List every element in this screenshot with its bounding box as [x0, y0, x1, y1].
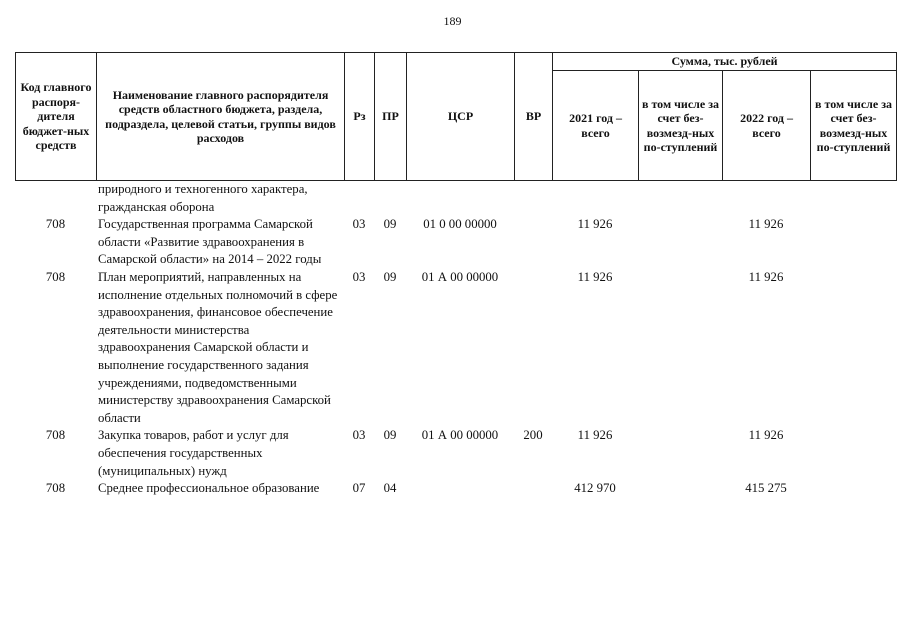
cell-incl2: [810, 269, 896, 427]
cell-vr: [514, 269, 552, 427]
cell-name: природного и техногенного характера, гражданская оборона: [98, 182, 308, 214]
header-csr: ЦСР: [407, 53, 515, 181]
cell-y2022: 11 926: [748, 269, 784, 284]
header-2022-total: 2022 год – всего: [723, 71, 811, 181]
cell-pr: 04: [383, 481, 397, 496]
table-row: [15, 269, 896, 427]
cell-rz: 03: [352, 428, 366, 443]
cell-incl2: [810, 427, 896, 480]
cell-incl1: [638, 181, 722, 216]
table-row: [15, 427, 896, 480]
cell-incl1: [638, 427, 722, 480]
header-2022-grants: в том числе за счет без-возмезд-ных по-ступлений: [811, 71, 897, 181]
cell-incl2: [810, 216, 896, 269]
cell-y2022: 415 275: [745, 481, 787, 496]
cell-rz: 03: [352, 269, 366, 284]
cell-incl1: [638, 480, 722, 498]
cell-csr: 01 А 00 00000: [421, 269, 499, 284]
cell-csr: [406, 480, 514, 498]
cell-code: [15, 181, 96, 216]
table-row: [15, 181, 896, 216]
header-sum: Сумма, тыс. рублей: [553, 53, 897, 71]
cell-name: План мероприятий, направленных на исполнение отдельных полномочий в сфере здравоохранения, финансовое обеспечение деятельности министерства здравоохранения Самарской области и выполнение государственного задания учреждениями, подведомственными министерству здравоохранения Самарской области: [98, 269, 338, 425]
cell-code: 708: [45, 269, 66, 284]
cell-pr: [374, 181, 406, 216]
cell-vr: [514, 216, 552, 269]
cell-vr: [514, 181, 552, 216]
cell-y2021: 11 926: [577, 428, 613, 443]
cell-name: Государственная программа Самарской области «Развитие здравоохранения в Самарской области» на 2014 – 2022 годы: [98, 217, 322, 267]
cell-csr: 01 0 00 00000: [423, 217, 497, 232]
header-code: Код главного распоря-дителя бюджет-ных средств: [16, 53, 97, 181]
cell-pr: 09: [383, 217, 397, 232]
table-header: [15, 52, 897, 181]
header-rz: Рз: [345, 53, 375, 181]
cell-y2021: 11 926: [577, 217, 613, 232]
cell-incl1: [638, 216, 722, 269]
table-body: [15, 181, 896, 498]
page-number: 189: [443, 14, 462, 28]
cell-incl2: [810, 480, 896, 498]
cell-incl1: [638, 269, 722, 427]
header-vr: ВР: [515, 53, 553, 181]
cell-rz: [344, 181, 374, 216]
cell-y2022: [722, 181, 810, 216]
cell-y2022: 11 926: [748, 428, 784, 443]
cell-csr: [406, 181, 514, 216]
header-name: Наименование главного распорядителя средств областного бюджета, раздела, подраздела, целевой статьи, группы видов расходов: [97, 53, 345, 181]
cell-incl2: [810, 181, 896, 216]
cell-vr: [514, 480, 552, 498]
header-pr: ПР: [375, 53, 407, 181]
cell-pr: 09: [383, 428, 397, 443]
cell-rz: 03: [352, 217, 366, 232]
cell-code: 708: [45, 428, 66, 443]
cell-y2021: 11 926: [577, 269, 613, 284]
header-2021-grants: в том числе за счет без-возмезд-ных по-ступлений: [639, 71, 723, 181]
table-row: [15, 480, 896, 498]
cell-vr: 200: [523, 428, 543, 443]
cell-y2021: 412 970: [574, 481, 616, 496]
header-2021-total: 2021 год – всего: [553, 71, 639, 181]
table-row: [15, 216, 896, 269]
cell-rz: 07: [352, 481, 366, 496]
cell-pr: 09: [383, 269, 397, 284]
cell-y2022: 11 926: [748, 217, 784, 232]
cell-name: Среднее профессиональное образование: [98, 481, 320, 496]
cell-y2021: [552, 181, 638, 216]
cell-code: 708: [45, 481, 66, 496]
cell-name: Закупка товаров, работ и услуг для обеспечения государственных (муниципальных) нужд: [98, 428, 289, 478]
cell-code: 708: [45, 217, 66, 232]
cell-csr: 01 А 00 00000: [421, 428, 499, 443]
